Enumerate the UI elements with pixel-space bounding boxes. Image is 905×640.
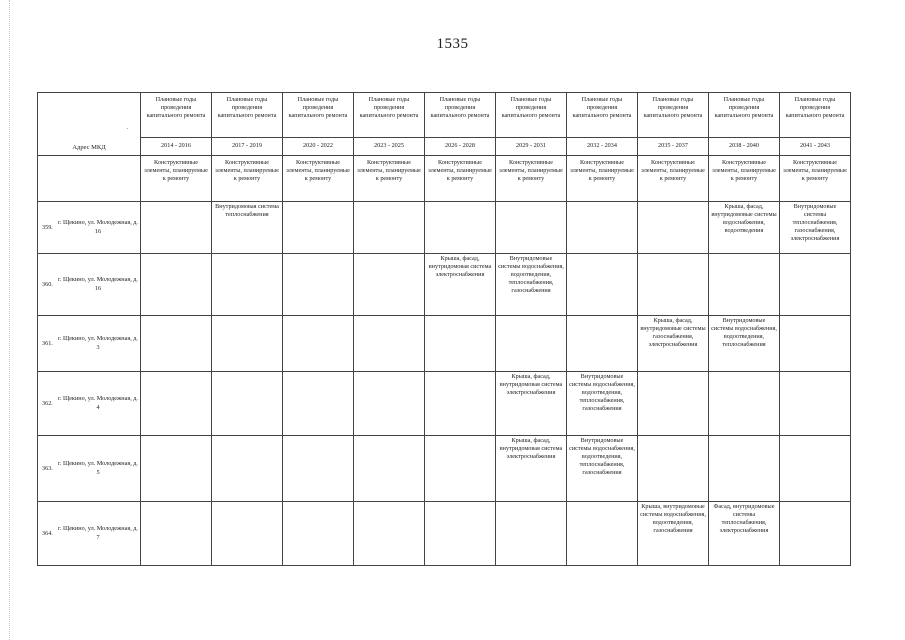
repair-works-cell: Фасад, внутридомовые системы теплоснабжения, электроснабжения [709,502,780,566]
period-header-cell: Плановые годы проведения капитального ремонта [212,93,283,138]
elements-header-cell: Конструктивные элементы, планируемые к ремонту [638,156,709,202]
address-cell [38,502,141,566]
elements-header-cell: Конструктивные элементы, планируемые к ремонту [283,156,354,202]
repair-works-cell [354,202,425,254]
elements-header-cell: Конструктивные элементы, планируемые к ремонту [567,156,638,202]
address-text: г. Щекино, ул. Молодежная, д. 5 [58,460,138,476]
table-row [38,502,851,566]
repair-works-cell [567,502,638,566]
repair-works-cell [212,502,283,566]
repair-works-cell [283,502,354,566]
repair-works-cell [780,372,851,436]
repair-works-cell [141,502,212,566]
repair-works-cell [141,372,212,436]
repair-works-cell: Крыша, внутридомовые системы водоснабжения, водоотведения, газоснабжения [638,502,709,566]
repair-works-cell [212,372,283,436]
repair-works-cell [709,372,780,436]
elements-header-cell: Конструктивные элементы, планируемые к ремонту [496,156,567,202]
period-header-cell: Плановые годы проведения капитального ремонта [638,93,709,138]
repair-works-cell [780,254,851,316]
repair-works-cell [780,316,851,372]
repair-works-cell: Внутридомовые системы водоснабжения, водоотведения, теплоснабжения [709,316,780,372]
repair-works-cell [496,316,567,372]
repair-works-cell: Внутридомовая система теплоснабжения [212,202,283,254]
repair-works-cell [354,502,425,566]
year-range-cell: 2032 - 2034 [567,138,638,156]
repair-works-cell: Внутридомовые системы водоснабжения, водоотведения, теплоснабжения, газоснабжения [567,372,638,436]
repair-works-cell [425,502,496,566]
elements-header-cell: Конструктивные элементы, планируемые к ремонту [354,156,425,202]
elements-header-cell: Конструктивные элементы, планируемые к ремонту [212,156,283,202]
repair-works-cell: Крыша, фасад, внутридомовые системы водоснабжения, водоотведения [709,202,780,254]
repair-works-cell [496,502,567,566]
elements-header-cell: Конструктивные элементы, планируемые к ремонту [780,156,851,202]
repair-works-cell [354,372,425,436]
repair-works-cell [354,316,425,372]
repair-works-cell [780,502,851,566]
address-header-blank [38,156,141,202]
address-header-label: Адрес МКД [72,143,106,151]
repair-works-cell [141,202,212,254]
page-edge-line [9,0,10,640]
repair-works-cell [425,202,496,254]
repair-works-cell: Крыша, фасад, внутридомовая система электроснабжения [496,436,567,502]
period-header-cell: Плановые годы проведения капитального ремонта [425,93,496,138]
repair-works-cell [638,202,709,254]
year-range-cell: 2014 - 2016 [141,138,212,156]
table-row [38,202,851,254]
repair-works-cell [212,316,283,372]
repair-works-cell [425,436,496,502]
row-number: 359. [42,223,53,231]
repair-works-cell [283,372,354,436]
year-range-cell: 2020 - 2022 [283,138,354,156]
address-text: г. Щекино, ул. Молодежная, д. 16 [58,276,138,292]
address-text: г. Щекино, ул. Молодежная, д. 3 [58,335,138,351]
year-range-cell: 2023 - 2025 [354,138,425,156]
repair-works-cell [567,202,638,254]
period-header-cell: Плановые годы проведения капитального ремонта [567,93,638,138]
repair-works-cell [354,254,425,316]
address-cell [38,254,141,316]
repair-works-cell [212,436,283,502]
table-row [38,372,851,436]
address-cell [38,316,141,372]
year-range-cell: 2035 - 2037 [638,138,709,156]
table-row [38,436,851,502]
period-header-cell: Плановые годы проведения капитального ремонта [496,93,567,138]
repair-works-cell [141,436,212,502]
capital-repair-plan-table [37,92,851,566]
repair-works-cell [283,316,354,372]
repair-works-cell: Крыша, фасад, внутридомовые системы газоснабжения, электроснабжения [638,316,709,372]
period-header-cell: Плановые годы проведения капитального ремонта [709,93,780,138]
row-number: 361. [42,339,53,347]
period-header-cell: Плановые годы проведения капитального ремонта [141,93,212,138]
repair-works-cell [709,254,780,316]
repair-works-cell: Внутридомовые системы водоснабжения, водоотведения, теплоснабжения, газоснабжения [567,436,638,502]
repair-works-cell [283,254,354,316]
repair-works-cell [709,436,780,502]
page-number: 1535 [436,36,469,52]
year-range-cell: 2038 - 2040 [709,138,780,156]
period-header-cell: Плановые годы проведения капитального ремонта [283,93,354,138]
table-row [38,254,851,316]
address-cell [38,372,141,436]
repair-works-cell [212,254,283,316]
elements-header-cell: Конструктивные элементы, планируемые к ремонту [709,156,780,202]
repair-works-cell: Крыша, фасад, внутридомовая система электроснабжения [496,372,567,436]
repair-works-cell [425,316,496,372]
repair-works-cell [496,202,567,254]
repair-works-cell [638,436,709,502]
repair-works-cell [283,436,354,502]
address-text: г. Щекино, ул. Молодежная, д. 7 [58,525,138,541]
address-text: г. Щекино, ул. Молодежная, д. 4 [58,395,138,411]
repair-works-cell [638,372,709,436]
year-range-cell: 2029 - 2031 [496,138,567,156]
row-number: 363. [42,464,53,472]
repair-works-cell: Внутридомовые системы водоснабжения, водоотведения, теплоснабжения, газоснабжения [496,254,567,316]
repair-works-cell: Крыша, фасад, внутридомовая система электроснабжения [425,254,496,316]
table-row [38,316,851,372]
address-text: г. Щекино, ул. Молодежная, д. 16 [58,219,138,235]
address-cell [38,202,141,254]
address-cell [38,436,141,502]
repair-works-cell [283,202,354,254]
year-range-cell: 2017 - 2019 [212,138,283,156]
row-number: 364. [42,529,53,537]
elements-header-cell: Конструктивные элементы, планируемые к ремонту [425,156,496,202]
repair-works-cell [567,316,638,372]
year-range-cell: 2041 - 2043 [780,138,851,156]
period-header-cell: Плановые годы проведения капитального ремонта [780,93,851,138]
repair-works-cell [780,436,851,502]
repair-works-cell [567,254,638,316]
year-range-cell: 2026 - 2028 [425,138,496,156]
row-number: 362. [42,399,53,407]
period-header-cell: Плановые годы проведения капитального ремонта [354,93,425,138]
repair-works-cell: Внутридомовые системы теплоснабжения, газоснабжения, электроснабжения [780,202,851,254]
row-number: 360. [42,280,53,288]
repair-works-cell [354,436,425,502]
elements-header-cell: Конструктивные элементы, планируемые к ремонту [141,156,212,202]
repair-works-cell [141,316,212,372]
repair-works-cell [141,254,212,316]
address-header-cell [38,93,141,156]
repair-works-cell [425,372,496,436]
address-header-mark: . [126,123,128,131]
repair-works-cell [638,254,709,316]
